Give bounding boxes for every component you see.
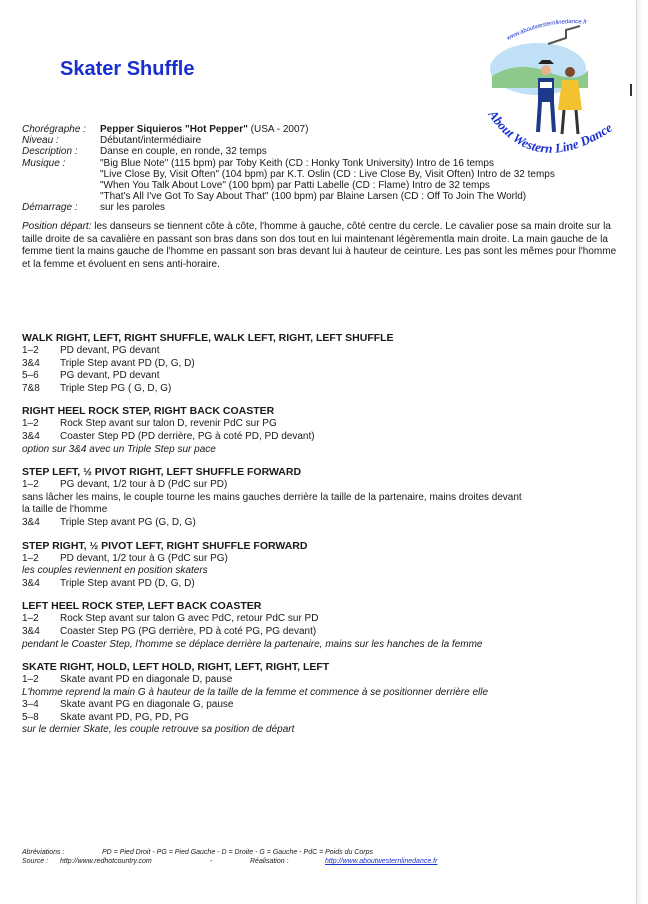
info-value: (USA - 2007) — [247, 124, 309, 135]
step-note: sur le dernier Skate, les couple retrouve sa position de départ — [22, 724, 295, 736]
step-section — [22, 405, 622, 456]
step-text: Triple Step PG ( G, D, G) — [60, 382, 172, 394]
logo-url-text: www.aboutwesternlinedance.fr — [506, 19, 588, 42]
step-count: 7&8 — [22, 382, 40, 394]
step-note: L'homme reprend la main G à hauteur de la taille de la femme et commence à se positionner derrière elle — [22, 686, 489, 698]
info-value: "Live Close By, Visit Often" (104 bpm) par K.T. Oslin (CD : Live Close By, Visit Often) Intro de 32 temps — [100, 168, 555, 180]
step-note: pendant le Coaster Step, l'homme se déplace derrière la partenaire, mains sur les hanches de la femme — [22, 638, 483, 650]
source-label: Source : — [22, 858, 49, 865]
step-text: PG devant, 1/2 tour à D (PdC sur PD) — [60, 479, 228, 491]
step-count: 1–2 — [22, 674, 39, 686]
realisation-label: Réalisation : — [250, 858, 289, 865]
step-section — [22, 466, 622, 529]
step-count: 3–4 — [22, 699, 39, 711]
step-text: Triple Step avant PG (G, D, G) — [60, 516, 196, 528]
step-line — [22, 383, 622, 396]
info-label — [22, 191, 100, 202]
cursor-marker — [630, 84, 632, 96]
step-text: PD devant, 1/2 tour à G (PdC sur PG) — [60, 552, 228, 564]
section-title: SKATE RIGHT, HOLD, LEFT HOLD, RIGHT, LEFT, RIGHT, LEFT — [22, 661, 330, 674]
section-title: STEP RIGHT, ½ PIVOT LEFT, RIGHT SHUFFLE FORWARD — [22, 539, 308, 552]
section-title: STEP LEFT, ½ PIVOT RIGHT, LEFT SHUFFLE FORWARD — [22, 466, 302, 479]
info-row-musique-2 — [22, 169, 622, 180]
step-count: 1–2 — [22, 613, 39, 625]
step-line — [22, 553, 622, 566]
step-count: 3&4 — [22, 577, 40, 589]
step-text: Triple Step avant PD (D, G, D) — [60, 357, 195, 369]
dance-title: Skater Shuffle — [60, 58, 195, 80]
info-row-musique-3 — [22, 180, 622, 191]
step-count: 1–2 — [22, 345, 39, 356]
position-text: les danseurs se tiennent côte à côte, l'homme à gauche, côté centre du cercle. Le cavalier pose sa main droite sur la taille droite de sa cavalière en passant son bras dans son dos tout en lui maintenant légèrementla main droite. La main gauche de la femme tient la mains gauche de l'homme en passant son bras devant lui à hauteur de ceinture. Les pas sont les mêmes pour l'homme et la femme et évoluent en sens anti-horaire. — [22, 221, 617, 270]
step-line — [22, 674, 622, 687]
info-row-demarrage — [22, 202, 622, 213]
step-line — [22, 712, 622, 725]
step-text: Coaster Step PD (PD derrière, PG à coté PD, PD devant) — [60, 430, 315, 442]
step-count: 1–2 — [22, 552, 39, 564]
step-text: Skate avant PG en diagonale G, pause — [60, 699, 234, 711]
info-row-niveau — [22, 135, 622, 146]
step-text: Skate avant PD, PG, PD, PG — [60, 711, 189, 723]
step-sections — [22, 332, 622, 747]
info-label: Niveau : — [22, 135, 59, 147]
step-text: Coaster Step PG (PG derrière, PD à coté PG, PG devant) — [60, 625, 317, 637]
svg-text:www.aboutwesternlinedance.fr — [506, 19, 588, 42]
step-line — [22, 626, 622, 639]
step-section — [22, 332, 622, 395]
step-description: la taille de l'homme — [22, 504, 108, 516]
logo-arc-text: About Western Line Dance — [485, 107, 615, 156]
section-title: WALK RIGHT, LEFT, RIGHT SHUFFLE, WALK LEFT, RIGHT, LEFT SHUFFLE — [22, 332, 394, 344]
step-text: PG devant, PD devant — [60, 370, 160, 382]
step-line — [22, 358, 622, 371]
step-line — [22, 418, 622, 431]
info-block — [22, 124, 622, 214]
step-note: option sur 3&4 avec un Triple Step sur pace — [22, 443, 216, 455]
info-label: Chorégraphe : — [22, 124, 86, 135]
step-line — [22, 345, 622, 358]
step-count: 3&4 — [22, 516, 40, 528]
step-section — [22, 600, 622, 651]
step-section — [22, 661, 622, 737]
info-row-musique — [22, 158, 622, 169]
starting-position — [22, 221, 622, 271]
step-line — [22, 370, 622, 383]
info-row-description — [22, 146, 622, 157]
step-count: 3&4 — [22, 625, 40, 637]
info-value: "When You Talk About Love" (100 bpm) par Patti Labelle (CD : Flame) Intro de 32 temps — [100, 180, 490, 192]
step-count: 3&4 — [22, 357, 40, 369]
step-note: les couples reviennent en position skaters — [22, 565, 208, 577]
info-value: "That's All I've Got To Say About That" (100 bpm) par Blaine Larsen (CD : Off To Join The World) — [100, 191, 527, 203]
info-value: Danse en couple, en ronde, 32 temps — [100, 146, 267, 158]
step-count: 1–2 — [22, 479, 39, 491]
step-count: 1–2 — [22, 418, 39, 430]
position-label: Position départ: — [22, 221, 92, 232]
step-text: Triple Step avant PD (D, G, D) — [60, 577, 195, 589]
info-label — [22, 169, 100, 180]
section-title: LEFT HEEL ROCK STEP, LEFT BACK COASTER — [22, 600, 262, 613]
info-label — [22, 180, 100, 191]
realisation-link[interactable]: http://www.aboutwesternlinedance.fr — [325, 858, 438, 865]
info-value-bold: Pepper Siquieros "Hot Pepper" — [100, 124, 248, 135]
info-value: "Big Blue Note" (115 bpm) par Toby Keith (CD : Honky Tonk University) Intro de 16 temps — [100, 157, 494, 169]
step-text: PD devant, PG devant — [60, 345, 160, 356]
step-count: 5–8 — [22, 711, 39, 723]
abbrev-label: Abréviations : — [22, 849, 65, 856]
step-line — [22, 479, 622, 492]
footer-dash: - — [210, 858, 213, 865]
info-label: Démarrage : — [22, 202, 78, 214]
info-value: Débutant/intermédiaire — [100, 135, 202, 147]
step-line — [22, 613, 622, 626]
section-title: RIGHT HEEL ROCK STEP, RIGHT BACK COASTER — [22, 405, 275, 418]
info-row-choregraphe — [22, 124, 622, 135]
step-description: sans lâcher les mains, le couple tourne les mains gauches derrière la taille de la partenaire, mains droites devant — [22, 491, 522, 503]
step-line — [22, 517, 622, 530]
info-label: Musique : — [22, 157, 66, 169]
info-row-musique-4 — [22, 191, 622, 202]
footer — [22, 848, 622, 866]
step-text: Rock Step avant sur talon G avec PdC, retour PdC sur PD — [60, 613, 319, 625]
info-label: Description : — [22, 146, 78, 158]
step-text: Rock Step avant sur talon D, revenir PdC sur PG — [60, 418, 277, 430]
source-text: http://www.redhotcountry.com — [60, 858, 152, 865]
step-line — [22, 431, 622, 444]
step-line — [22, 578, 622, 591]
step-text: Skate avant PD en diagonale D, pause — [60, 674, 233, 686]
step-line — [22, 699, 622, 712]
step-count: 5–6 — [22, 370, 39, 382]
info-value: sur les paroles — [100, 202, 166, 214]
step-section — [22, 540, 622, 591]
abbrev-text: PD = Pied Droit - PG = Pied Gauche - D = Droite - G = Gauche - PdC = Poids du Corps — [102, 849, 373, 856]
step-count: 3&4 — [22, 430, 40, 442]
